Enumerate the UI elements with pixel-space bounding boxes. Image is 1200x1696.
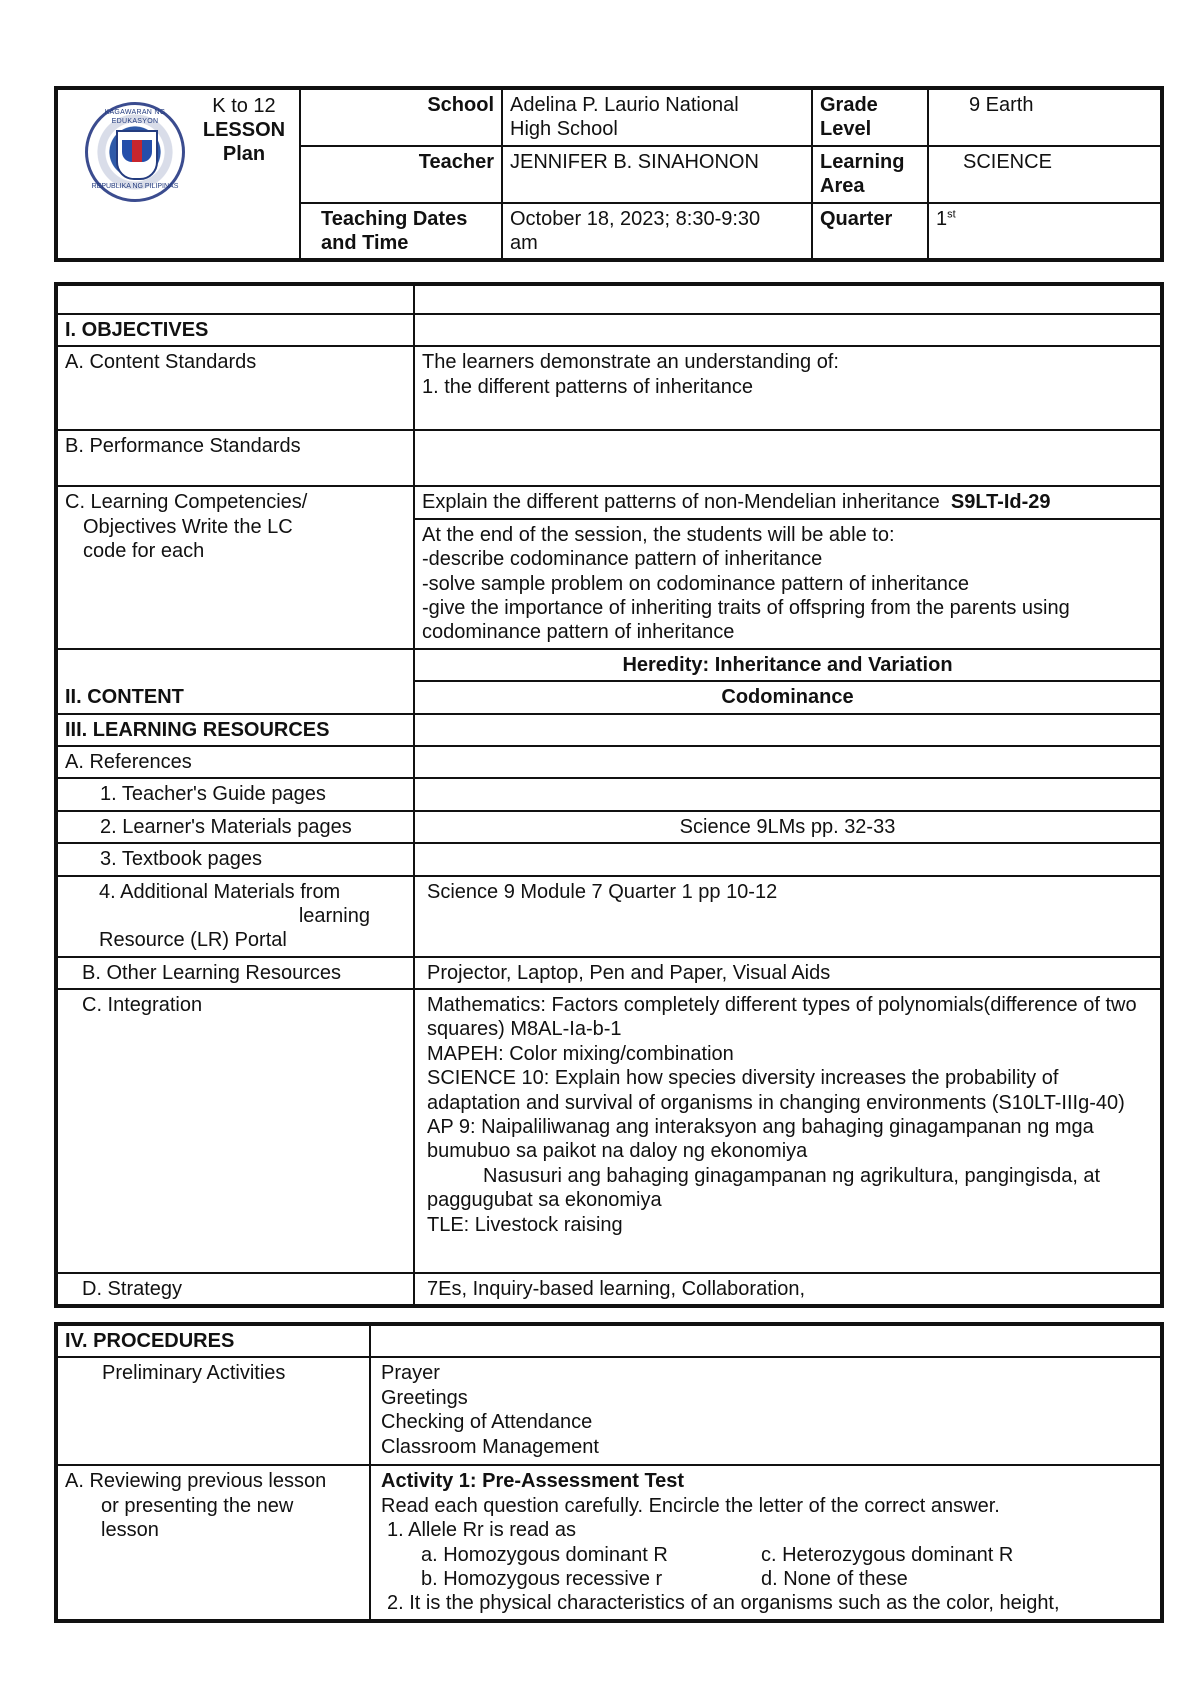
logo-cell — [56, 88, 300, 260]
other-resources-value: Projector, Laptop, Pen and Paper, Visual Aids — [414, 957, 1162, 989]
lesson-plan-plan: Plan — [222, 143, 266, 165]
objectives-heading: I. OBJECTIVES — [56, 314, 414, 346]
learning-competency-value: Explain the different patterns of non-Mendelian inheritance S9LT-Id-29 — [414, 486, 1162, 518]
quarter-label: Quarter — [812, 203, 928, 261]
header-table — [54, 86, 1164, 262]
textbook-label: 3. Textbook pages — [56, 843, 414, 875]
grade-level-value: 9 Earth — [928, 88, 1162, 146]
content-heading: II. CONTENT — [56, 649, 414, 714]
performance-standards-label: B. Performance Standards — [56, 430, 414, 486]
other-resources-label: B. Other Learning Resources — [56, 957, 414, 989]
blank-cell — [56, 284, 414, 314]
deped-seal-icon: KAGAWARAN NG EDUKASYON REPUBLIKA NG PILIPINAS — [85, 102, 185, 202]
activity-title: Activity 1: Pre-Assessment Test — [381, 1470, 685, 1493]
content-standards-value: The learners demonstrate an understanding of: 1. the different patterns of inheritance — [414, 346, 1162, 430]
lesson-plan-k12: K to 12 — [212, 95, 276, 117]
learning-area-value: SCIENCE — [928, 146, 1162, 203]
question-1-choices-ac: a. Homozygous dominant R c. Heterozygous dominant R — [421, 1543, 1014, 1566]
teachers-guide-label: 1. Teacher's Guide pages — [56, 778, 414, 810]
preliminary-activities-list — [370, 1357, 1162, 1465]
list-item: Greetings — [381, 1386, 468, 1409]
teacher-value: JENNIFER B. SINAHONON — [502, 146, 812, 203]
quarter-value: 1st — [928, 203, 1162, 261]
session-objectives: At the end of the session, the students will be able to: -describe codominance pattern of inheritance -solve sample problem on codominance pattern of inheritance -give the importance of inheriting traits of offspring from the parents using codominance pattern of inheritance — [414, 519, 1162, 649]
procedures-table — [54, 1322, 1164, 1623]
content-topic: Heredity: Inheritance and Variation — [414, 649, 1162, 681]
activity-instruction: Read each question carefully. Encircle the letter of the correct answer. — [381, 1494, 1000, 1517]
question-2: 2. It is the physical characteristics of an organisms such as the color, height, — [387, 1592, 1060, 1615]
integration-label: C. Integration — [56, 989, 414, 1273]
question-1-choices-bd: b. Homozygous recessive r d. None of these — [421, 1567, 908, 1590]
learning-resources-heading: III. LEARNING RESOURCES — [56, 714, 414, 746]
teaching-dates-value: October 18, 2023; 8:30-9:30 am — [502, 203, 812, 261]
learning-area-label: Learning Area — [812, 146, 928, 203]
lc-code: S9LT-Id-29 — [950, 491, 1051, 514]
content-standards-label: A. Content Standards — [56, 346, 414, 430]
teaching-dates-label: Teaching Dates and Time — [300, 203, 502, 261]
integration-value: Mathematics: Factors completely different types of polynomials(difference of two squares) M8AL-Ia-b-1 MAPEH: Color mixing/combination SCIENCE 10: Explain how species diversity increases the probability of adaptation and survival of organisms in changing environments (S10LT-IIIg-40) AP 9: Naipaliliwanag ang interaksyon ang bahaging ginagampanan ng mga bumubuo sa paikot na daloy ng ekonomiya Nasusuri ang bahaging ginagampanan ng agrikultura, pangingisda, at paggugubat sa ekonomiya TLE: Livestock raising — [414, 989, 1162, 1273]
additional-materials-label: 4. Additional Materials from learning Resource (LR) Portal — [56, 876, 414, 957]
learners-materials-label: 2. Learner's Materials pages — [56, 811, 414, 843]
teacher-label: Teacher — [300, 146, 502, 203]
procedures-heading: IV. PROCEDURES — [56, 1324, 370, 1357]
reviewing-lesson-label: A. Reviewing previous lesson or presenting the new lesson — [56, 1465, 370, 1621]
strategy-label: D. Strategy — [56, 1273, 414, 1306]
preliminary-activities-label: Preliminary Activities — [56, 1357, 370, 1465]
strategy-value: 7Es, Inquiry-based learning, Collaboration, — [414, 1273, 1162, 1306]
objectives-table — [54, 282, 1164, 1308]
list-item: Classroom Management — [381, 1435, 599, 1458]
additional-materials-value: Science 9 Module 7 Quarter 1 pp 10-12 — [414, 876, 1162, 957]
lesson-plan-lesson: LESSON — [202, 119, 286, 141]
list-item: Prayer — [381, 1362, 440, 1385]
content-subtopic: Codominance — [414, 681, 1162, 713]
school-label: School — [300, 88, 502, 146]
performance-standards-value — [414, 430, 1162, 486]
references-label: A. References — [56, 746, 414, 778]
learning-competencies-label: C. Learning Competencies/ Objectives Write the LC code for each — [56, 486, 414, 648]
question-1: 1. Allele Rr is read as — [387, 1519, 576, 1542]
pre-assessment — [370, 1465, 1162, 1621]
list-item: Checking of Attendance — [381, 1411, 593, 1434]
learners-materials-value: Science 9LMs pp. 32-33 — [414, 811, 1162, 843]
school-value: Adelina P. Laurio National High School — [502, 88, 812, 146]
grade-level-label: Grade Level — [812, 88, 928, 146]
